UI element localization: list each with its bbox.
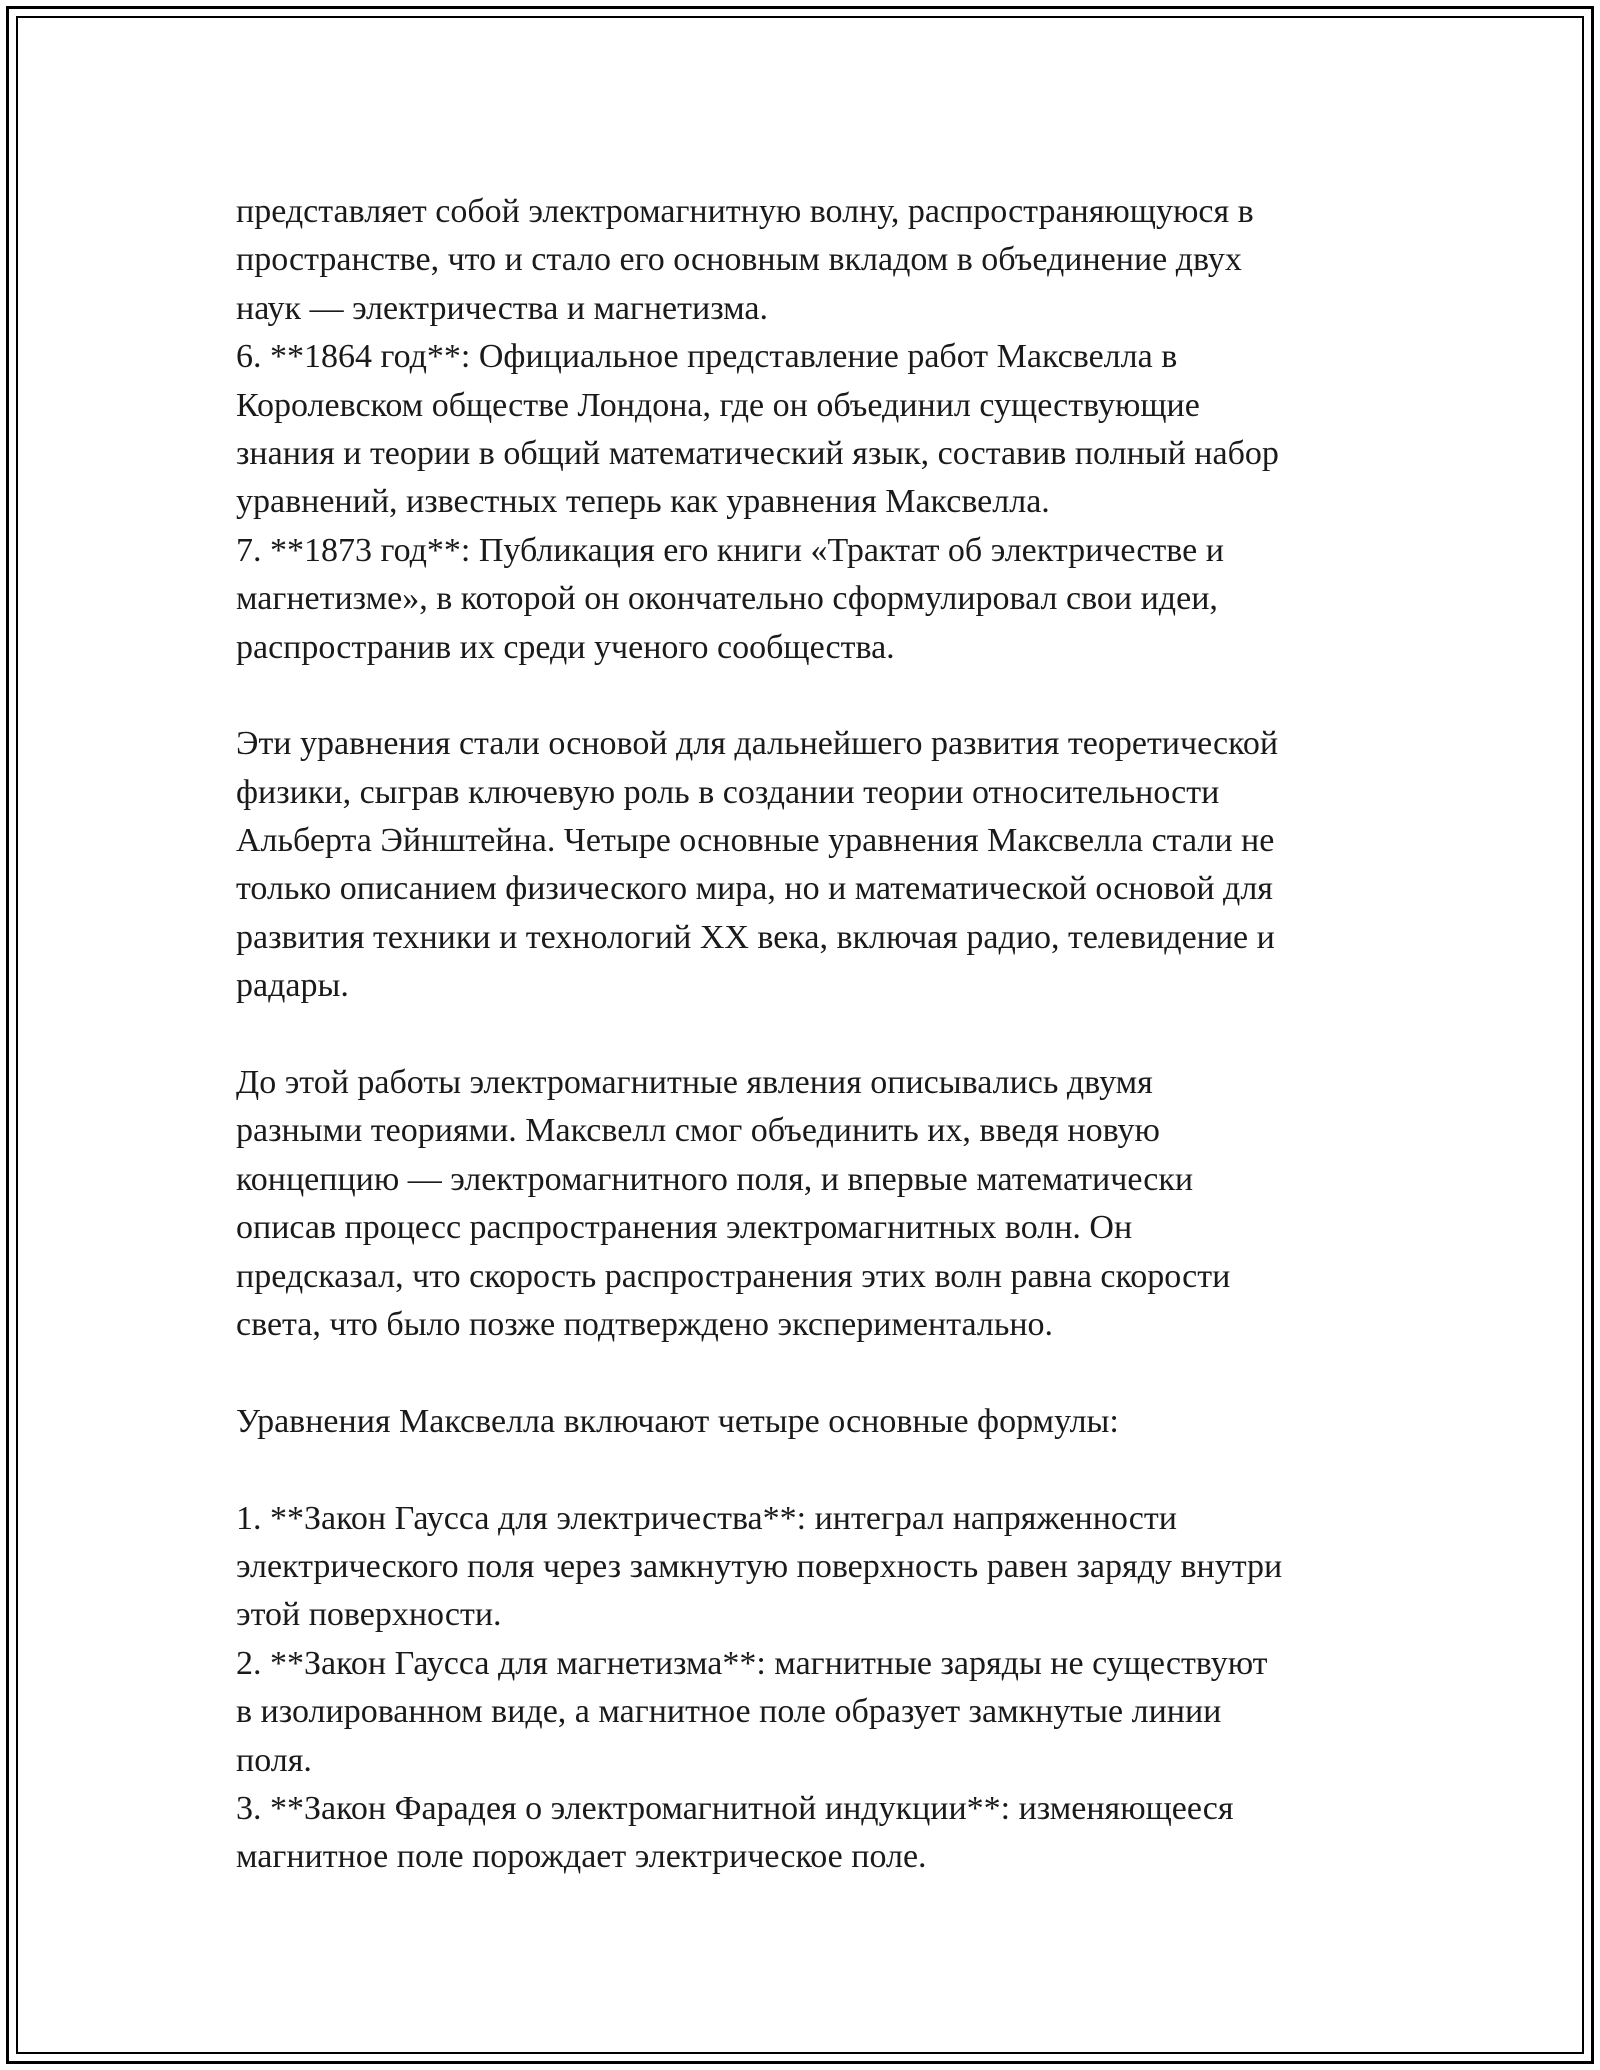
text-line: развития техники и технологий XX века, включая радио, телевидение и bbox=[236, 918, 1275, 956]
text-line: 3. **Закон Фарадея о электромагнитной индукции**: изменяющееся bbox=[236, 1789, 1234, 1827]
text-line: разными теориями. Максвелл смог объединить их, введя новую bbox=[236, 1112, 1160, 1150]
list-item-1864 bbox=[236, 333, 1416, 527]
text-line: До этой работы электромагнитные явления описывались двумя bbox=[236, 1064, 1153, 1102]
list-item-gauss-magnetic bbox=[236, 1640, 1416, 1785]
paragraph-gap bbox=[236, 672, 1416, 720]
text-line: описав процесс распространения электромагнитных волн. Он bbox=[236, 1209, 1133, 1247]
text-line: радары. bbox=[236, 967, 349, 1005]
paragraph-significance bbox=[236, 720, 1416, 1010]
text-line: Королевском обществе Лондона, где он объединил существующие bbox=[236, 386, 1200, 424]
text-line: уравнений, известных теперь как уравнения Максвелла. bbox=[236, 483, 1050, 521]
text-line: распространив их среди ученого сообщества. bbox=[236, 628, 895, 666]
text-line: предсказал, что скорость распространения этих волн равна скорости bbox=[236, 1257, 1231, 1295]
paragraph-gap bbox=[236, 1349, 1416, 1397]
paragraph-unification bbox=[236, 1059, 1416, 1349]
text-line: магнетизме», в которой он окончательно сформулировал свои идеи, bbox=[236, 580, 1218, 618]
text-line: только описанием физического мира, но и математической основой для bbox=[236, 870, 1273, 908]
text-line: 1. **Закон Гаусса для электричества**: интеграл напряженности bbox=[236, 1499, 1177, 1537]
text-line: 6. **1864 год**: Официальное представление работ Максвелла в bbox=[236, 338, 1178, 376]
list-item-gauss-electric bbox=[236, 1495, 1416, 1640]
paragraph-formulas-intro bbox=[236, 1398, 1416, 1446]
list-item-1873 bbox=[236, 527, 1416, 672]
text-line: наук — электричества и магнетизма. bbox=[236, 289, 769, 327]
text-line: концепцию — электромагнитного поля, и впервые математически bbox=[236, 1160, 1194, 1198]
text-line: электрического поля через замкнутую поверхность равен заряду внутри bbox=[236, 1547, 1283, 1585]
text-line: Альберта Эйнштейна. Четыре основные уравнения Максвелла стали не bbox=[236, 822, 1275, 860]
text-line: представляет собой электромагнитную волну, распространяющуюся в bbox=[236, 193, 1254, 230]
text-line: Эти уравнения стали основой для дальнейшего развития теоретической bbox=[236, 725, 1279, 763]
document-body bbox=[236, 188, 1416, 1882]
text-line: физики, сыграв ключевую роль в создании теории относительности bbox=[236, 773, 1220, 811]
text-line: магнитное поле порождает электрическое поле. bbox=[236, 1838, 927, 1876]
paragraph-gap bbox=[236, 1011, 1416, 1059]
text-line: Уравнения Максвелла включают четыре основные формулы: bbox=[236, 1402, 1119, 1440]
list-item-faraday bbox=[236, 1785, 1416, 1882]
paragraph-continuation bbox=[236, 188, 1416, 333]
text-line: этой поверхности. bbox=[236, 1596, 502, 1634]
text-line: поля. bbox=[236, 1741, 312, 1779]
text-line: света, что было позже подтверждено экспериментально. bbox=[236, 1305, 1054, 1343]
text-line: пространстве, что и стало его основным вкладом в объединение двух bbox=[236, 241, 1242, 279]
text-line: в изолированном виде, а магнитное поле образует замкнутые линии bbox=[236, 1693, 1222, 1731]
text-line: 7. **1873 год**: Публикация его книги «Трактат об электричестве и bbox=[236, 531, 1224, 569]
text-line: 2. **Закон Гаусса для магнетизма**: магнитные заряды не существуют bbox=[236, 1644, 1268, 1682]
text-line: знания и теории в общий математический язык, составив полный набор bbox=[236, 434, 1279, 472]
paragraph-gap bbox=[236, 1446, 1416, 1494]
